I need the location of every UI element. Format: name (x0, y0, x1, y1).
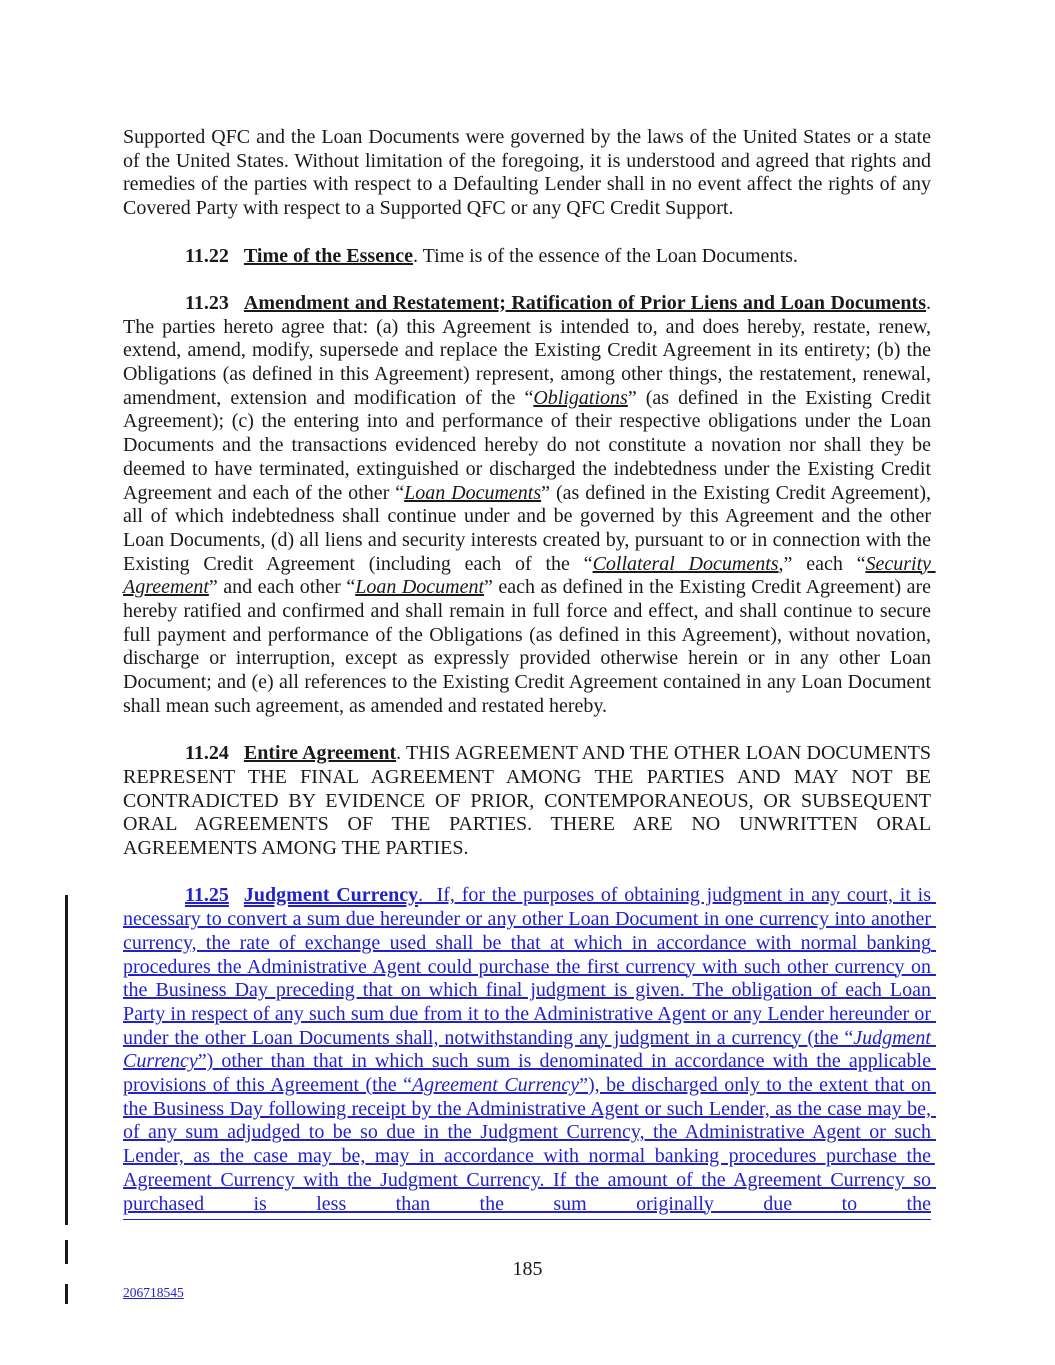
text-column (123, 126, 937, 1244)
section-11-24-entire-agreement (123, 742, 936, 861)
page-number: 185 (512, 1258, 543, 1280)
section-11-25-judgment-currency-inserted (123, 884, 936, 1220)
text-segment: ,” each “ (778, 552, 866, 575)
text-segment: ” (as defined in the Existing Credit Agreement); (c) the entering into and performance of their respective obligations under the Loan Documents and the transactions evidenced hereby do not constitute a novation nor shall they be deemed to have terminated, extinguished or discharged the indebtedness under the Existing Credit Agreement and each of the other “ (123, 386, 936, 504)
text-segment: Judgment Currency (243, 884, 419, 907)
text-segment: . If, for the purposes of obtaining judgment in any court, it is necessary to convert a sum due hereunder or any other Loan Document in one currency into another currency, the rate of exchange used shall be that at which in accordance with normal banking procedures the Administrative Agent could purchase the first currency with such other currency on the Business Day preceding that on which final judgment is given. The obligation of each Loan Party in respect of any such sum due from it to the Administrative Agent or any Lender hereunder or under the other Loan Documents shall, notwithstanding any judgment in a currency (the “ (123, 884, 936, 1049)
document-id-stamp: 206718545 (123, 1285, 184, 1300)
text-segment: ” and each other “ (208, 576, 356, 599)
text-segment: Time of the Essence (243, 244, 413, 267)
text-segment: 11.24 (185, 742, 229, 765)
text-segment: Entire Agreement (243, 742, 397, 765)
text-segment: Collateral Documents (592, 552, 779, 575)
text-segment: 11.22 (185, 244, 229, 267)
text-segment: 11.25 (185, 884, 229, 907)
text-segment: Loan Documents (404, 481, 542, 504)
section-11-22-time-of-the-essence (123, 245, 931, 269)
section-11-23-amendment-and-restatement (123, 291, 937, 719)
text-segment: ” (as defined in the Existing Credit Agreement), all of which indebtedness shall continue under and be governed by this Agreement and the other Loan Documents, (d) all liens and security interests created by, pursuant to or in connection with the Existing Credit Agreement (including each of the “ (123, 481, 936, 575)
text-segment: Agreement Currency (411, 1074, 580, 1097)
text-segment: Security Agreement (123, 552, 936, 599)
text-segment: . The parties hereto agree that: (a) this Agreement is intended to, and does hereby, restate, renew, extend, amend, modify, supersede and replace the Existing Credit Agreement in its entirety; (b) the Obligations (as defined in this Agreement) represent, among other things, the restatement, renewal, amendment, extension and modification of the “ (123, 291, 936, 409)
text-segment: . THIS AGREEMENT AND THE OTHER LOAN DOCUMENTS REPRESENT THE FINAL AGREEMENT AMONG THE PARTIES AND MAY NOT BE CONTRADICTED BY EVIDENCE OF PRIOR, CONTEMPORANEOUS, OR SUBSEQUENT ORAL AGREEMENTS OF THE PARTIES. THERE ARE NO UNWRITTEN ORAL AGREEMENTS AMONG THE PARTIES. (123, 742, 936, 860)
change-bar-section-11-25 (65, 895, 68, 1225)
text-segment: ” each as defined in the Existing Credit Agreement) are hereby ratified and confirmed and shall remain in full force and effect, and shall continue to secure full payment and performance of the Obligations (as defined in this Agreement), without novation, discharge or interruption, except as expressly provided otherwise herein or in any other Loan Document; and (e) all references to the Existing Credit Agreement contained in any Loan Document shall mean such agreement, as amended and restated hereby. (123, 576, 937, 717)
text-segment: 11.23 (185, 291, 229, 314)
text-segment: ”), be discharged only to the extent that on the Business Day following receipt by the Administrative Agent or such Lender, as the case may be, of any sum adjudged to be so due in the Judgment Currency, the Administrative Agent or such Lender, as the case may be, may in accordance with normal banking procedures purchase the Agreement Currency with the Judgment Currency. If the amount of the Agreement Currency so purchased is less than the sum originally due to the (123, 1074, 936, 1215)
paragraph-qfc-continuation (123, 126, 936, 221)
text-segment: ”) other than that in which such sum is denominated in accordance with the applicable provisions of this Agreement (the “ (123, 1050, 936, 1097)
text-segment: Supported QFC and the Loan Documents were governed by the laws of the United States or a state of the United States. Without limitation of the foregoing, it is understood and agreed that rights and remedies of the parties with respect to a Defaulting Lender shall in no event affect the rights of any Covered Party with respect to a Supported QFC or any QFC Credit Support. (123, 126, 936, 220)
text-segment: Obligations (533, 386, 628, 409)
text-segment: Loan Document (355, 576, 485, 599)
text-segment: Amendment and Restatement; Ratification of Prior Liens and Loan Documents (243, 291, 926, 314)
text-segment: Judgment Currency (123, 1026, 936, 1073)
change-bar-footer (65, 1284, 68, 1304)
text-segment: . Time is of the essence of the Loan Documents. (412, 244, 798, 267)
